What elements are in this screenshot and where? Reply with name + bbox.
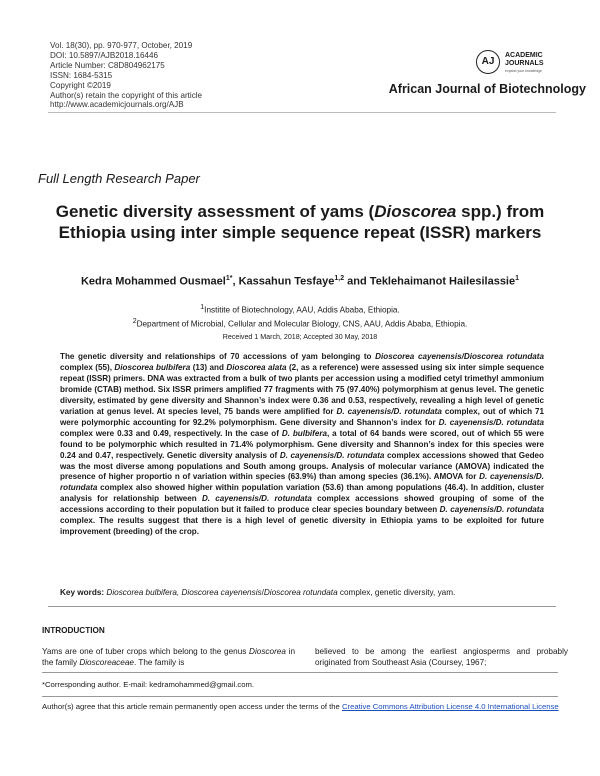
intro-segment-italic: Dioscorea (249, 647, 286, 656)
keywords-divider (48, 606, 556, 607)
abstract-segment-italic: D. cayenensis/D. rotundata (201, 494, 312, 504)
keywords-slash: / (261, 588, 264, 597)
journal-name: African Journal of Biotechnology (388, 82, 586, 96)
abstract-segment-text: (2, as a reference) were assessed using six inter simple sequence repeat (ISSR) primers. DNA was extracted from a bulk of two plants per accession using a modified cetyl trimethyl ammonium bromide (CTAB) method. Six ISSR primers amplified 77 fragments with 75 (97.40%) polymorphism at genus level. The genetic diversity, estimated by gene diversity and Shannon’s index were 0.36 and 0.53, respectively, revealing a high level of genetic variation at genus level. At species level, 75 bands were amplified for (60, 362, 544, 416)
received-dates: Received 1 March, 2018; Accepted 30 May, 2018 (222, 333, 378, 341)
intro-segment-text: in the family (42, 647, 295, 667)
keywords-italic-2: Dioscorea rotundata (263, 588, 338, 597)
intro-segment-text: Yams are one of tuber crops which belong to the genus (42, 647, 250, 656)
keywords-label: Key words: (60, 588, 105, 597)
keywords (60, 588, 550, 597)
abstract-segment-text: complex, out of which 71 were polymorphic accounting for 92.2% polymorphism. Gene diversity and Shannon’s index for (60, 406, 544, 427)
abstract-segment-text: complex (55), (60, 362, 115, 372)
paper-type: Full Length Research Paper (38, 171, 200, 186)
logo-line1: ACADEMIC (505, 52, 543, 59)
logo-line2: JOURNALS (505, 60, 544, 67)
abstract-segment-text: complex also showed higher within population variation (53.6) than among populations (46.4). In addition, cluster analysis for relationship between (60, 483, 544, 504)
abstract-segment-text: , a total of 64 bands were scored, out of which 55 were found to be polymorphic which resulted in 71.4% polymorphism. Gene diversity and Shannon’s index for this species were 0.24 and 0.47, respectively. Genetic diversity analysis of (60, 428, 544, 460)
meta-line: Vol. 18(30), pp. 970-977, October, 2019 (50, 41, 193, 50)
author-separator: , (232, 275, 239, 288)
abstract-segment-text: complex accessions showed that Gedeo was the most diverse among populations and South among groups. Analysis of molecular variance (AMOVA) indicated the presence of higher proportio n of variation within species (63.9%) than among species (36.1%). AMOVA for (60, 450, 544, 482)
author-affiliation-mark: 1,2 (334, 275, 345, 282)
license-link[interactable]: Creative Commons Attribution License 4.0 International License (341, 702, 559, 711)
title-genus: Dioscorea (374, 202, 457, 221)
abstract-segment-text: complex were 0.33 and 0.49, respectively. In the case of (60, 428, 282, 438)
affiliation-text: Department of Microbial, Cellular and Molecular Biology, CNS, AAU, Addis Ababa, Ethiopia. (136, 319, 468, 329)
title-part2: spp.) from Ethiopia using inter simple sequence repeat (ISSR) markers (58, 202, 545, 242)
article-metadata (50, 41, 310, 110)
author-affiliation-mark: 1 (515, 275, 520, 282)
section-heading-introduction: INTRODUCTION (42, 626, 105, 635)
title-part1: Genetic diversity assessment of yams ( (55, 202, 375, 221)
header-divider (48, 112, 556, 113)
affiliation-text: Institite of Biotechnology, AAU, Addis Ababa, Ethiopia. (204, 305, 400, 315)
abstract-segment-italic: D. cayenensis/D. rotundata (438, 417, 544, 427)
meta-line: ISSN: 1684-5315 (50, 70, 113, 80)
intro-right-column: believed to be among the earliest angiosperms and probably originated from Southeast Asia (Coursey, 1967; (315, 647, 568, 667)
author-name: Kedra Mohammed Ousmael (80, 275, 226, 288)
abstract-segment-text: The genetic diversity and relationships of 70 accessions of yam belonging to (60, 352, 376, 361)
logo-wordmark (505, 52, 544, 68)
logo-tagline: expand your knowledge (505, 69, 542, 73)
affiliation (30, 302, 570, 316)
footnote-divider (42, 672, 558, 673)
abstract-segment-italic: Dioscorea bulbifera (114, 362, 191, 372)
footnote-divider (42, 696, 558, 697)
author-list (30, 275, 570, 288)
abstract-segment-italic: Dioscorea alata (226, 362, 287, 372)
author-separator: and (344, 275, 370, 288)
meta-line: DOI: 10.5897/AJB2018.16446 (50, 50, 158, 60)
affiliation-number: 1 (200, 304, 205, 311)
abstract-segment-italic: D. cayenensis/D. rotundata (336, 406, 442, 416)
meta-line: Copyright ©2019 (50, 80, 111, 90)
abstract-segment-text: complex. The results suggest that there is a high level of genetic diversity in Ethiopia yams to be exploited for future improvement (breeding) of the crop. (60, 516, 544, 537)
abstract-segment-italic: D. cayenensis/D. rotundata (279, 450, 385, 460)
meta-line: Author(s) retain the copyright of this article (50, 90, 203, 100)
abstract-segment-italic: D. bulbifera (281, 428, 328, 438)
abstract-segment-text: complex accessions showed grouping of some of the accessions according to their population but it failed to produce clear species boundary between (60, 494, 544, 515)
abstract-segment-italic: Dioscorea cayenensis/Dioscorea rotundata (375, 352, 544, 361)
affiliation (30, 316, 570, 330)
author-name: Teklehaimanot Hailesilassie (369, 275, 516, 288)
keywords-italic: Dioscorea bulbifera, Dioscorea cayenensis (106, 588, 262, 597)
paper-title (30, 201, 570, 243)
abstract-segment-italic: D. cayenensis/D. rotundata (60, 472, 544, 493)
intro-left-column (42, 646, 295, 668)
keywords-rest: complex, genetic diversity, yam. (337, 588, 456, 597)
logo-mark: AJ (476, 50, 500, 74)
abstract-segment-text: (13) and (190, 362, 227, 372)
author-name: Kassahun Tesfaye (238, 275, 335, 288)
affiliation-number: 2 (132, 317, 137, 325)
license-text: Author(s) agree that this article remain permanently open access under the terms of the (42, 702, 342, 711)
meta-line: Article Number: C8D804962175 (50, 60, 165, 70)
corresponding-author: *Corresponding author. E-mail: kedramohammed@gmail.com. (42, 680, 255, 689)
academic-journals-logo (476, 50, 596, 76)
license-notice (42, 702, 562, 713)
abstract-segment-italic: D. cayenensis/D. rotundata (439, 505, 544, 515)
intro-segment-italic: Dioscoreaceae (79, 658, 134, 667)
intro-segment-text: . The family is (133, 658, 185, 667)
affiliations (30, 302, 570, 329)
meta-line-url[interactable]: http://www.academicjournals.org/AJB (50, 100, 184, 110)
author-affiliation-mark: 1* (225, 275, 233, 282)
abstract (60, 352, 544, 538)
